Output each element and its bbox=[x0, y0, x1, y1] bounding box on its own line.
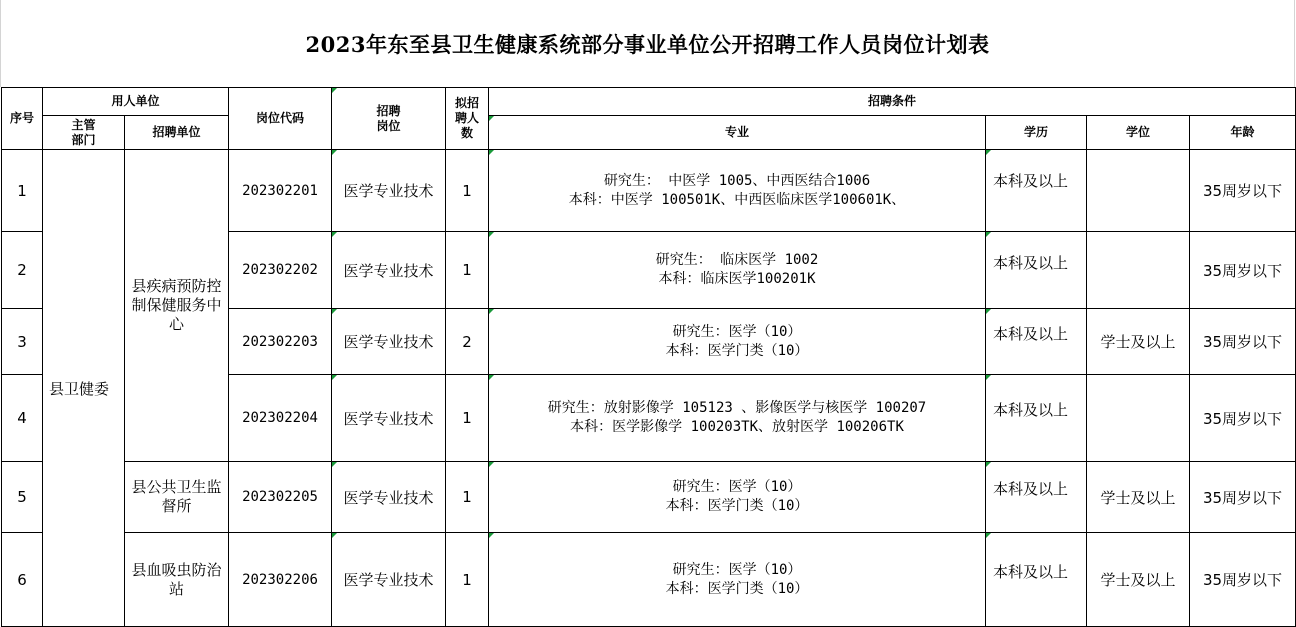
cell-major bbox=[489, 309, 986, 375]
cell-age: 35周岁以下 bbox=[1190, 375, 1296, 462]
cell-age: 35周岁以下 bbox=[1190, 533, 1296, 627]
major-grad: 研究生：医学（10） bbox=[672, 323, 802, 340]
cell-code: 202302206 bbox=[229, 533, 332, 627]
cell-major bbox=[489, 150, 986, 232]
cell-dept: 县卫健委 bbox=[43, 150, 125, 627]
cell-code: 202302203 bbox=[229, 309, 332, 375]
cell-count: 2 bbox=[446, 309, 489, 375]
header-row-2 bbox=[2, 116, 1296, 150]
major-grad: 研究生： 中医学 1005、中西医结合1006 bbox=[603, 172, 871, 189]
cell-seq: 2 bbox=[2, 232, 43, 309]
major-undergrad: 本科：医学影像学 100203TK、放射医学 100206TK bbox=[570, 419, 904, 435]
cell-post: 医学专业技术 bbox=[332, 533, 446, 627]
cell-seq: 4 bbox=[2, 375, 43, 462]
cell-code: 202302205 bbox=[229, 462, 332, 533]
cell-edu: 本科及以上 bbox=[986, 462, 1087, 533]
cell-unit-supervision: 县公共卫生监督所 bbox=[125, 462, 229, 533]
table-row bbox=[2, 533, 1296, 627]
page-title: 2023年东至县卫生健康系统部分事业单位公开招聘工作人员岗位计划表 bbox=[305, 31, 990, 57]
header-unit: 招聘单位 bbox=[125, 116, 229, 150]
cell-count: 1 bbox=[446, 462, 489, 533]
cell-degree: 学士及以上 bbox=[1087, 462, 1190, 533]
cell-count: 1 bbox=[446, 533, 489, 627]
cell-seq: 6 bbox=[2, 533, 43, 627]
cell-count: 1 bbox=[446, 375, 489, 462]
cell-edu: 本科及以上 bbox=[986, 533, 1087, 627]
cell-seq: 1 bbox=[2, 150, 43, 232]
header-code: 岗位代码 bbox=[229, 88, 332, 150]
major-undergrad: 本科：医学门类（10） bbox=[665, 580, 809, 597]
cell-major bbox=[489, 533, 986, 627]
cell-age: 35周岁以下 bbox=[1190, 150, 1296, 232]
cell-unit-cdc: 县疾病预防控制保健服务中心 bbox=[125, 150, 229, 462]
header-dept-label: 主管部门 bbox=[71, 117, 96, 147]
major-grad: 研究生： 临床医学 1002 bbox=[655, 252, 819, 268]
major-undergrad: 本科：医学门类（10） bbox=[665, 498, 809, 514]
cell-degree bbox=[1087, 232, 1190, 309]
cell-edu: 本科及以上 bbox=[986, 150, 1087, 232]
header-post-label: 招聘岗位 bbox=[376, 103, 401, 133]
cell-edu: 本科及以上 bbox=[986, 232, 1087, 309]
cell-post: 医学专业技术 bbox=[332, 150, 446, 232]
header-degree: 学位 bbox=[1087, 116, 1190, 150]
cell-post: 医学专业技术 bbox=[332, 309, 446, 375]
cell-age: 35周岁以下 bbox=[1190, 232, 1296, 309]
major-grad: 研究生：医学（10） bbox=[672, 561, 802, 578]
header-count bbox=[446, 88, 489, 150]
cell-degree bbox=[1087, 150, 1190, 232]
major-undergrad: 本科：医学门类（10） bbox=[665, 342, 809, 359]
cell-degree bbox=[1087, 375, 1190, 462]
cell-code: 202302202 bbox=[229, 232, 332, 309]
cell-post: 医学专业技术 bbox=[332, 462, 446, 533]
recruitment-table bbox=[1, 87, 1296, 627]
title-band bbox=[0, 0, 1295, 87]
cell-major bbox=[489, 232, 986, 309]
table-row bbox=[2, 462, 1296, 533]
cell-seq: 5 bbox=[2, 462, 43, 533]
major-undergrad: 本科：中医学 100501K、中西医临床医学100601K、 bbox=[568, 191, 906, 208]
cell-seq: 3 bbox=[2, 309, 43, 375]
cell-code: 202302201 bbox=[229, 150, 332, 232]
header-dept bbox=[43, 116, 125, 150]
cell-major bbox=[489, 462, 986, 533]
header-age: 年龄 bbox=[1190, 116, 1296, 150]
cell-post: 医学专业技术 bbox=[332, 375, 446, 462]
major-grad: 研究生：放射影像学 105123 、影像医学与核医学 100207 bbox=[547, 400, 927, 416]
header-count-label: 拟招聘人数 bbox=[455, 96, 480, 140]
cell-age: 35周岁以下 bbox=[1190, 462, 1296, 533]
header-post bbox=[332, 88, 446, 150]
cell-code: 202302204 bbox=[229, 375, 332, 462]
header-conditions: 招聘条件 bbox=[489, 88, 1296, 116]
cell-degree: 学士及以上 bbox=[1087, 309, 1190, 375]
cell-edu: 本科及以上 bbox=[986, 309, 1087, 375]
header-edu: 学历 bbox=[986, 116, 1087, 150]
header-seq: 序号 bbox=[2, 88, 43, 150]
cell-unit-schisto: 县血吸虫防治站 bbox=[125, 533, 229, 627]
cell-count: 1 bbox=[446, 232, 489, 309]
table-row bbox=[2, 150, 1296, 232]
header-employer: 用人单位 bbox=[43, 88, 229, 116]
cell-age: 35周岁以下 bbox=[1190, 309, 1296, 375]
cell-degree: 学士及以上 bbox=[1087, 533, 1190, 627]
cell-major bbox=[489, 375, 986, 462]
header-major: 专业 bbox=[489, 116, 986, 150]
major-undergrad: 本科：临床医学100201K bbox=[658, 271, 816, 287]
header-row-1 bbox=[2, 88, 1296, 116]
major-grad: 研究生：医学（10） bbox=[672, 479, 802, 495]
cell-post: 医学专业技术 bbox=[332, 232, 446, 309]
cell-count: 1 bbox=[446, 150, 489, 232]
cell-edu: 本科及以上 bbox=[986, 375, 1087, 462]
